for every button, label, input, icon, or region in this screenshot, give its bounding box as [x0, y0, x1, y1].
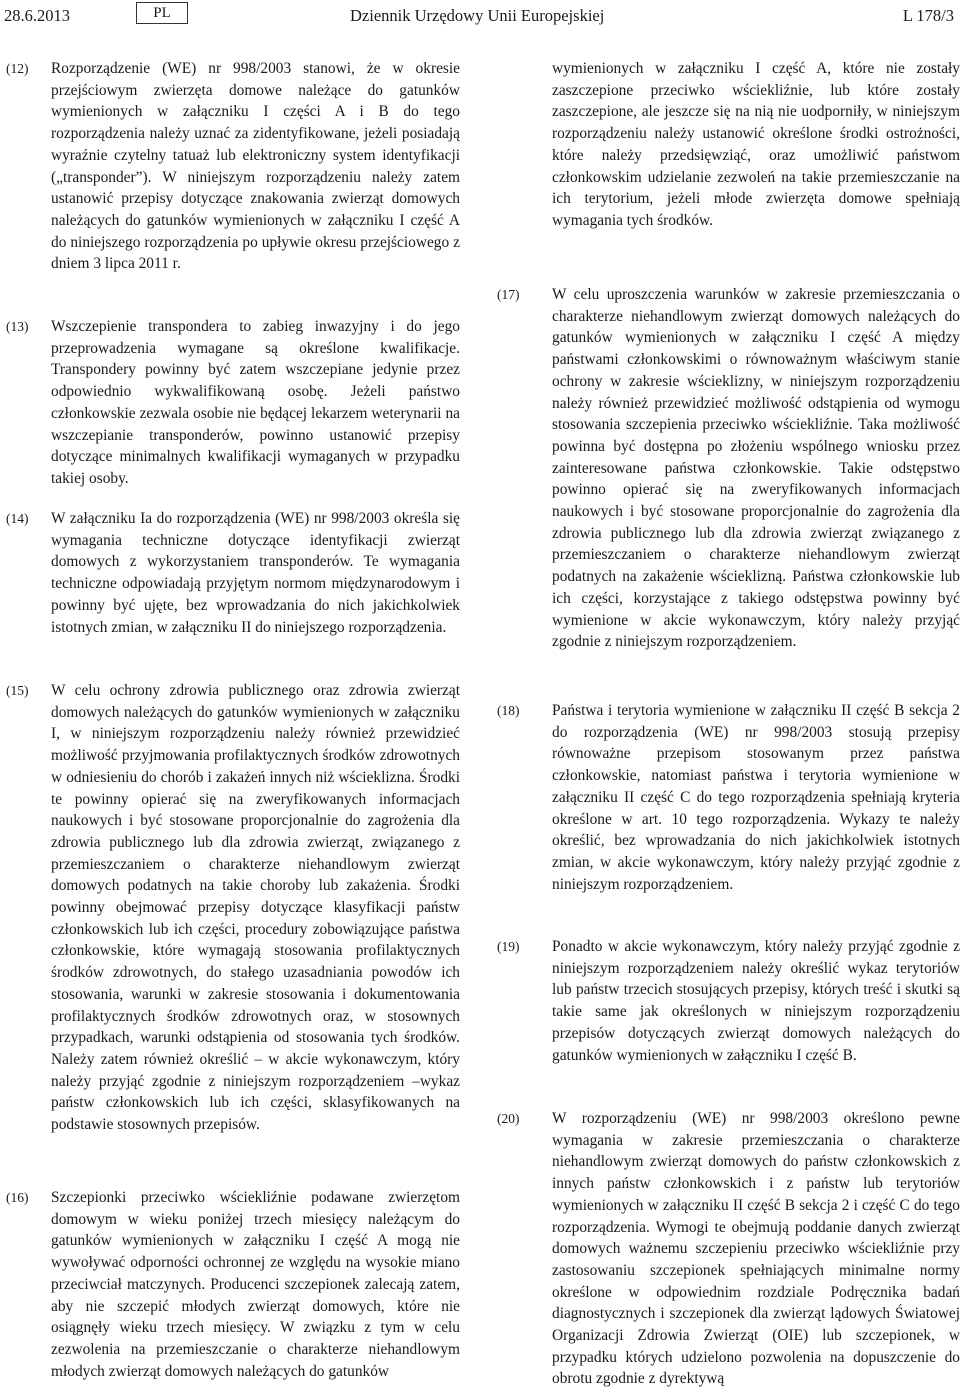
recital-number: (16) — [6, 1190, 29, 1205]
recital-text: Szczepionki przeciwko wściekliźnie podawane zwierzętom domowym w wieku poniżej trzech miesięcy należącym do gatunków wymienionych w załączniku I część A mogą nie wywoływać odporności ochronnej ze względu na wysokie miano przeciwciał matczynych. Producenci szczepionek zalecają zatem, aby nie szczepić młodych zwierząt domowych, które nie osiągnęły wieku trzech miesięcy. W związku z tym w celu zezwolenia na przemieszczanie o charakterze niehandlowym młodych zwierząt domowych należących do gatunków — [51, 1189, 460, 1380]
recital-number: (18) — [497, 703, 520, 718]
recital-17 — [497, 284, 960, 653]
recital-text: Wszczepienie transpondera to zabieg inwazyjny i do jego przeprowadzenia wymagane są określone kwalifikacje. Transpondery powinny być zatem wszczepiane jedynie przez odpowiednio wykwalifikowaną osobę. Jeżeli państwo członkowskie zezwala osobie nie będącej lekarzem weterynarii na wszczepianie transponderów, powinno ustanowić przepisy dotyczące minimalnych kwalifikacji wymaganych w przypadku takiej osoby. — [51, 318, 460, 487]
recital-text: wymienionych w załączniku I część A, które nie zostały zaszczepione przeciwko wściekliźnie, lub które zostały zaszczepione, ale jeszcze się na nią nie uodporniły, w niniejszym rozporządzeniu należy ustanowić określone środki ostrożności, które należy przedsięwziąć, oraz umożliwić państwom członkowskim udzielanie zezwoleń na takie przemieszczanie na ich terytorium, jeżeli młode zwierzęta domowe spełniają wymagania tych środków. — [552, 60, 960, 229]
recital-number: (20) — [497, 1111, 520, 1126]
journal-title: Dziennik Urzędowy Unii Europejskiej — [350, 6, 605, 25]
recital-18 — [497, 700, 960, 895]
recital-number: (19) — [497, 939, 520, 954]
recital-16-continued — [497, 58, 960, 232]
recital-text: Ponadto w akcie wykonawczym, który należy przyjąć zgodnie z niniejszym rozporządzeniem należy określić wykaz terytoriów lub państw trzecich stosujących przepisy, których treść i skutki są takie same jak określonych w niniejszym rozporządzeniu przepisów dotyczących zwierząt domowych należących do gatunków wymienionych w załączniku I część B. — [552, 938, 960, 1064]
recital-number: (15) — [6, 683, 29, 698]
recital-text: W celu ochrony zdrowia publicznego oraz zdrowia zwierząt domowych należących do gatunków wymienionych w załączniku I, w niniejszym rozporządzeniu należy również przewidzieć możliwość przyjmowania profilaktycznych środków zdrowotnych w odniesieniu do chorób i zakażeń innych niż wścieklizna. Środki te powinny opierać się na zweryfikowanych informacjach naukowych i być stosowane proporcjonalnie do zagrożenia dla zdrowia publicznego lub dla zdrowia zwierząt, związanego z przemieszczaniem o charakterze niehandlowym zwierząt domowych podatnych na takie choroby lub zakażenia. Środki powinny obejmować przepisy dotyczące klasyfikacji państw członkowskich lub ich części, procedury zobowiązujące państwa członkowskie, które wymagają stosowania profilaktycznych środków zdrowotnych, do stałego uzasadniania powodów ich stosowania, warunki w zakresie stosowania i dokumentowania profilaktycznych środków zdrowotnych oraz, w stosownych przypadkach, warunki odstąpienia od stosowania tych środków. Należy zatem również określić – w akcie wykonawczym, który należy przyjąć zgodnie z niniejszym rozporządzeniem –wykaz państw członkowskich lub ich części, sklasyfikowanych na podstawie stosownych przepisów. — [51, 682, 460, 1134]
recital-14 — [6, 508, 460, 638]
recital-text: Państwa i terytoria wymienione w załączniku II część B sekcja 2 do rozporządzenia (WE) nr 998/2003 stosują przepisy równoważne przepisom stosowanym przez państwa członkowskie, natomiast państwa i terytoria wymienione w załączniku II część C do tego rozporządzenia spełniają kryteria określone w art. 10 tego rozporządzenia. Wykazy te należy określić, bez wprowadzania do nich jakichkolwiek istotnych zmian, w akcie wykonawczym, który należy przyjąć zgodnie z niniejszym rozporządzeniem. — [552, 702, 960, 893]
recital-text: W celu uproszczenia warunków w zakresie przemieszczania o charakterze niehandlowym zwierząt domowych należących do gatunków wymienionych w załączniku I część A między państwami członkowskimi o równoważnym właściwym stanie ochrony w zakresie wścieklizny, w niniejszym rozporządzeniu należy również przewidzieć możliwość odstąpienia od wymogu stosowania szczepienia przeciwko wściekliźnie. Taka możliwość powinna być dostępna po złożeniu wspólnego wniosku przez zainteresowane państwa członkowskie. Takie odstępstwo powinno opierać się na zweryfikowanych informacjach naukowych i być stosowane proporcjonalnie do zagrożenia dla zdrowia publicznego lub dla zdrowia zwierząt związanego z przemieszczaniem o charakterze niehandlowym zwierząt podatnych na zakażenie wścieklizną. Państwa członkowskie lub ich części, korzystające z takiego odstępstwa powinny być wymienione w akcie wykonawczym, który należy przyjąć zgodnie z niniejszym rozporządzeniem. — [552, 286, 960, 651]
recital-12 — [6, 58, 460, 275]
language-code-box: PL — [136, 2, 188, 24]
recital-19 — [497, 936, 960, 1066]
page-reference: L 178/3 — [902, 6, 954, 25]
recital-text: Rozporządzenie (WE) nr 998/2003 stanowi, że w okresie przejściowym zwierzęta domowe należące do gatunków wymienionych w załączniku I części A i B do tego rozporządzenia należy uznać za zidentyfikowane, jeżeli posiadają wyraźnie czytelny tatuaż lub elektroniczny system identyfikacji („transponder”). W niniejszym rozporządzeniu należy zatem ustanowić przepisy dotyczące znakowania zwierząt domowych należących do gatunków wymienionych w załączniku I część A do niniejszego rozporządzenia po upływie okresu przejściowego z dniem 3 lipca 2011 r. — [51, 60, 460, 273]
recital-number: (14) — [6, 511, 29, 526]
recital-13 — [6, 316, 460, 490]
recital-number: (12) — [6, 61, 29, 76]
recital-text: W rozporządzeniu (WE) nr 998/2003 określono pewne wymagania w zakresie przemieszczania o charakterze niehandlowym zwierząt domowych do państw członkowskich z innych państw członkowskich i z państw lub terytoriów wymienionych w załączniku II część B sekcja 2 i część C do tego rozporządzenia. Wymogi te obejmują poddanie danych zwierząt domowych ważnemu szczepieniu przeciwko wściekliźnie przy zastosowaniu szczepionek spełniających minimalne normy określone w odpowiednim rozdziale Podręcznika badań diagnostycznych i szczepionek dla zwierząt lądowych Światowej Organizacji Zdrowia Zwierząt (OIE) lub szczepionek, w przypadku których udzielono pozwolenia na dopuszczenie do obrotu zgodnie z dyrektywą — [552, 1110, 960, 1388]
recital-text: W załączniku Ia do rozporządzenia (WE) nr 998/2003 określa się wymagania techniczne dotyczące identyfikacji zwierząt domowych z wykorzystaniem transponderów. Te wymagania techniczne odpowiadają przyjętym normom międzynarodowym i powinny być ujęte, bez wprowadzania do nich jakichkolwiek istotnych zmian, w załączniku II do niniejszego rozporządzenia. — [51, 510, 460, 636]
recital-16 — [6, 1187, 460, 1382]
recital-number: (13) — [6, 319, 29, 334]
recital-number: (17) — [497, 287, 520, 302]
publication-date: 28.6.2013 — [4, 6, 70, 25]
recital-20 — [497, 1108, 960, 1390]
page-header — [0, 0, 960, 34]
recital-15 — [6, 680, 460, 1136]
